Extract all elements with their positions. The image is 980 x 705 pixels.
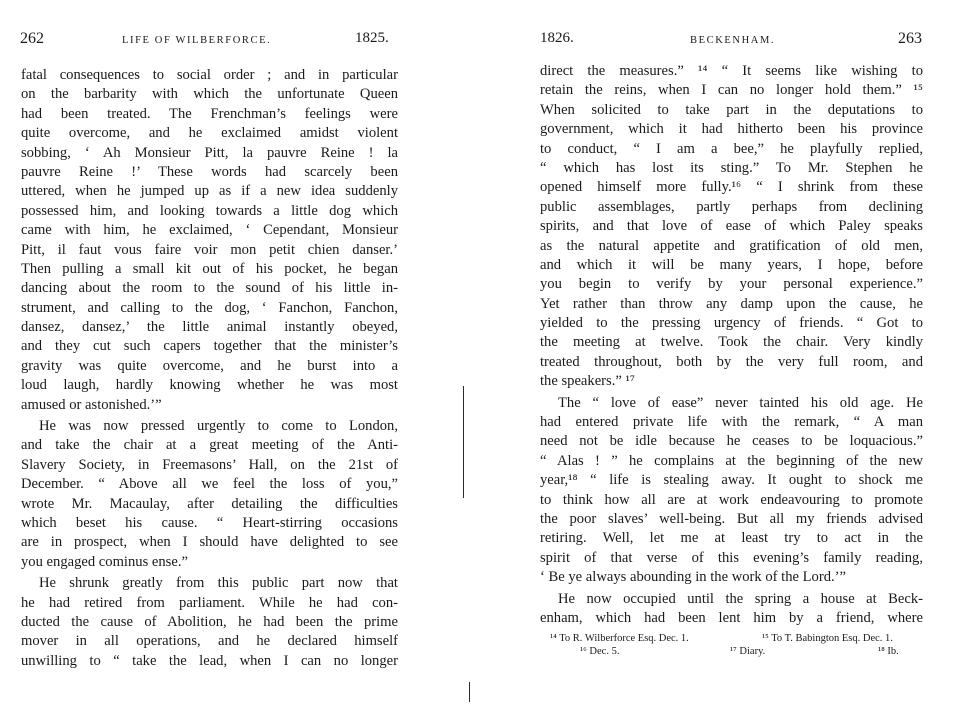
text-line: and they cut such capers together that the minister’s bbox=[21, 338, 398, 355]
text-line: “ Alas ! ” he complains at the beginning of the new bbox=[540, 452, 923, 469]
text-line: Pitt, il faut vous faire voir mon petit chien danser.’ bbox=[21, 241, 398, 258]
footnote-14: ¹⁴ To R. Wilberforce Esq. Dec. 1. bbox=[550, 633, 689, 644]
left-page-body bbox=[21, 66, 398, 671]
text-line: He was now pressed urgently to come to London, bbox=[39, 418, 398, 435]
text-line: He now occupied until the spring a house at Beck- bbox=[558, 590, 923, 607]
text-line: had been treated. The Frenchman’s feelings were bbox=[21, 105, 398, 122]
text-line: which beset his cause. “ Heart-stirring occasions bbox=[21, 514, 398, 531]
text-line: Then pulling a small kit out of his pocket, he began bbox=[21, 260, 398, 277]
left-page-number: 262 bbox=[20, 30, 44, 47]
text-line: “ which has lost its sting.” To Mr. Stephen he bbox=[540, 159, 923, 176]
text-line: he had retired from parliament. While he had con- bbox=[21, 594, 398, 611]
right-page-header bbox=[510, 30, 980, 50]
text-line: dansez, dansez,’ the little animal instantly obeyed, bbox=[21, 319, 398, 336]
footnote-15: ¹⁵ To T. Babington Esq. Dec. 1. bbox=[762, 633, 893, 644]
text-line: spirit of that verse of this evening’s family reading, bbox=[540, 549, 923, 566]
text-line: year,¹⁸ “ life is stealing away. It ought to shock me bbox=[540, 472, 923, 489]
left-running-title: LIFE OF WILBERFORCE. bbox=[122, 35, 272, 46]
text-line: direct the measures.” ¹⁴ “ It seems like wishing to bbox=[540, 63, 923, 79]
text-line: When solicited to take part in the deputations to bbox=[540, 101, 923, 118]
text-line: came with him, he exclaimed, ‘ Cependant, Monsieur bbox=[21, 222, 398, 239]
text-line: yielded to the pressing urgency of friends. “ Got to bbox=[540, 315, 923, 332]
text-line: you engaged cominus ense.” bbox=[21, 553, 188, 570]
text-line: and which it will be many years, I hope, before bbox=[540, 256, 923, 273]
text-line: retiring. Well, let me at least try to act in the bbox=[540, 530, 923, 547]
text-line: The “ love of ease” never tainted his old age. He bbox=[558, 394, 923, 411]
gutter-rule-lower bbox=[469, 682, 470, 702]
text-line: sobbing, ‘ Ah Monsieur Pitt, la pauvre Reine ! la bbox=[21, 144, 398, 161]
text-line: possessed him, and looking towards a little dog which bbox=[21, 202, 398, 219]
text-line: quite overcome, and he exclaimed amidst violent bbox=[21, 125, 398, 142]
left-page-year: 1825. bbox=[355, 30, 389, 46]
footnotes bbox=[550, 632, 922, 658]
text-line: dancing about the room to the sound of his little in- bbox=[21, 280, 398, 297]
text-line: unwilling to “ take the lead, when I can no longer bbox=[21, 652, 398, 669]
text-line: ‘ Be ye always abounding in the work of the Lord.’” bbox=[540, 569, 846, 586]
text-line: enham, which had been lent him by a friend, where bbox=[540, 609, 923, 626]
right-page-number: 263 bbox=[898, 30, 922, 47]
text-line: uttered, when he jumped up as if a new idea suddenly bbox=[21, 183, 398, 200]
text-line: Yet rather than throw any damp upon the cause, he bbox=[540, 295, 923, 312]
text-line: on the barbarity with which the unfortunate Queen bbox=[21, 86, 398, 103]
text-line: had entered private life with the remark, “ A man bbox=[540, 414, 923, 431]
text-line: He shrunk greatly from this public part now that bbox=[39, 575, 398, 592]
text-line: treated throughout, both by the very full room, and bbox=[540, 353, 923, 370]
text-line: public assemblages, partly perhaps from declining bbox=[540, 198, 923, 215]
text-line: government, which it had hitherto been his province bbox=[540, 121, 923, 138]
text-line: you begin to verify by your personal experience.” bbox=[540, 276, 923, 293]
text-line: December. “ Above all we feel the loss of you,” bbox=[21, 476, 398, 493]
text-line: the meeting at twelve. Took the chair. Very kindly bbox=[540, 334, 923, 351]
text-line: loud laugh, hardly knowing whether he was most bbox=[21, 377, 398, 394]
text-line: ducted the cause of Abolition, he had been the prime bbox=[21, 613, 398, 630]
text-line: need not be idle because he ceases to be loquacious.” bbox=[540, 433, 923, 450]
right-page-body bbox=[540, 62, 923, 628]
text-line: retain the reins, when I can no longer hold them.” ¹⁵ bbox=[540, 82, 923, 99]
text-line: as the natural appetite and gratification of old men, bbox=[540, 237, 923, 254]
right-running-title: BECKENHAM. bbox=[690, 35, 776, 46]
footnote-18: ¹⁸ Ib. bbox=[878, 646, 899, 657]
text-line: to think how all are at work endeavouring to promote bbox=[540, 491, 923, 508]
text-line: fatal consequences to social order ; and in particular bbox=[21, 67, 398, 83]
text-line: Slavery Society, in Freemasons’ Hall, on the 21st of bbox=[21, 456, 398, 473]
text-line: amused or astonished.’” bbox=[21, 396, 162, 413]
gutter-rule-upper bbox=[463, 386, 464, 498]
text-line: pauvre Reine !’ These words had scarcely been bbox=[21, 163, 398, 180]
footnote-17: ¹⁷ Diary. bbox=[730, 646, 766, 657]
text-line: spirits, and that love of ease of which Paley speaks bbox=[540, 218, 923, 235]
footnote-16: ¹⁶ Dec. 5. bbox=[580, 646, 620, 657]
left-page bbox=[0, 0, 470, 705]
text-line: mover in all operations, and he declared himself bbox=[21, 633, 398, 650]
text-line: gravity was quite overcome, and he burst into a bbox=[21, 357, 398, 374]
right-page bbox=[510, 0, 980, 705]
text-line: to conduct, “ I am a bee,” he playfully replied, bbox=[540, 140, 923, 157]
left-page-header bbox=[0, 30, 470, 50]
right-page-year: 1826. bbox=[540, 30, 574, 46]
text-line: the speakers.” ¹⁷ bbox=[540, 373, 635, 390]
text-line: opened himself more fully.¹⁶ “ I shrink from these bbox=[540, 179, 923, 196]
text-line: strument, and calling to the dog, ‘ Fanchon, Fanchon, bbox=[21, 299, 398, 316]
text-line: wrote Mr. Macaulay, after detailing the difficulties bbox=[21, 495, 398, 512]
text-line: are in prospect, when I should have delighted to see bbox=[21, 534, 398, 551]
text-line: and take the chair at a great meeting of the Anti- bbox=[21, 437, 398, 454]
text-line: the poor slaves’ well-being. But all my friends advised bbox=[540, 510, 923, 527]
